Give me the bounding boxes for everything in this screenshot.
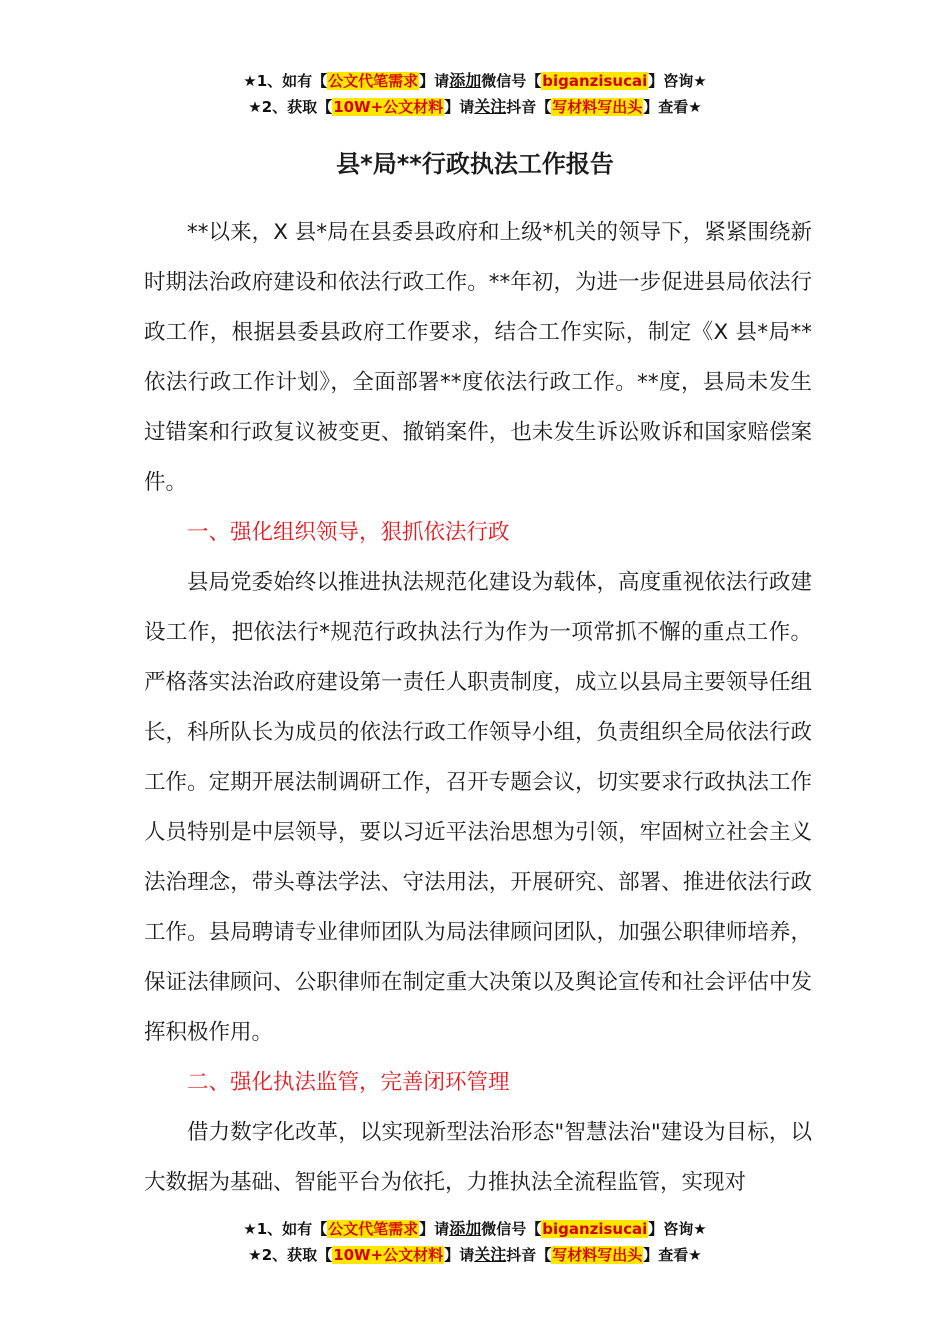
promo-underline: 关注 [474, 97, 507, 116]
promo-line-1: ★1、如有【公文代笔需求】请添加微信号【biganzisucai】咨询★ [243, 1219, 707, 1238]
douyin-account: 写材料写出头 [552, 1246, 643, 1264]
promo-underline: 添加 [449, 1219, 482, 1238]
section-paragraph-2: 借力数字化改革，以实现新型法治形态"智慧法治"建设为目标，以大数据为基础、智能平台为依托，力推执法全流程监管，实现对 [144, 1120, 812, 1195]
document-body [144, 208, 812, 1208]
douyin-account: 写材料写出头 [552, 98, 643, 116]
promo-highlight: 公文代笔需求 [328, 1220, 419, 1238]
wechat-id: biganzisucai [542, 72, 648, 90]
promo-highlight: 公文代笔需求 [328, 72, 419, 90]
top-promo-banner [0, 68, 950, 120]
bottom-promo-banner [0, 1216, 950, 1268]
promo-underline: 添加 [449, 71, 482, 90]
promo-line-2: ★2、获取【10W+公文材料】请关注抖音【写材料写出头】查看★ [248, 1245, 702, 1264]
section-heading-1: 一、强化组织领导，狠抓依法行政 [187, 520, 510, 545]
intro-paragraph: **以来，X 县*局在县委县政府和上级*机关的领导下，紧紧围绕新时期法治政府建设和依法行政工作。**年初，为进一步促进县局依法行政工作，根据县委县政府工作要求，结合工作实际，制定《X 县*局**依法行政工作计划》，全面部署**度依法行政工作。**度，县局未发生过错案和行政复议被变更、撤销案件，也未发生诉讼败诉和国家赔偿案件。 [144, 220, 812, 495]
promo-line-1: ★1、如有【公文代笔需求】请添加微信号【biganzisucai】咨询★ [243, 71, 707, 90]
section-paragraph-1: 县局党委始终以推进执法规范化建设为载体，高度重视依法行政建设工作，把依法行*规范行政执法行为作为一项常抓不懈的重点工作。严格落实法治政府建设第一责任人职责制度，成立以县局主要领导任组长，科所队长为成员的依法行政工作领导小组，负责组织全局依法行政工作。定期开展法制调研工作，召开专题会议，切实要求行政执法工作人员特别是中层领导，要以习近平法治思想为引领，牢固树立社会主义法治理念，带头尊法学法、守法用法，开展研究、部署、推进依法行政工作。县局聘请专业律师团队为局法律顾问团队，加强公职律师培养，保证法律顾问、公职律师在制定重大决策以及舆论宣传和社会评估中发挥积极作用。 [144, 570, 812, 1045]
promo-line-2: ★2、获取【10W+公文材料】请关注抖音【写材料写出头】查看★ [248, 97, 702, 116]
section-heading-2: 二、强化执法监管，完善闭环管理 [187, 1070, 510, 1095]
wechat-id: biganzisucai [542, 1220, 648, 1238]
promo-highlight: 10W+公文材料 [333, 98, 444, 116]
promo-underline: 关注 [474, 1245, 507, 1264]
document-title: 县*局**行政执法工作报告 [336, 150, 614, 178]
promo-highlight: 10W+公文材料 [333, 1246, 444, 1264]
